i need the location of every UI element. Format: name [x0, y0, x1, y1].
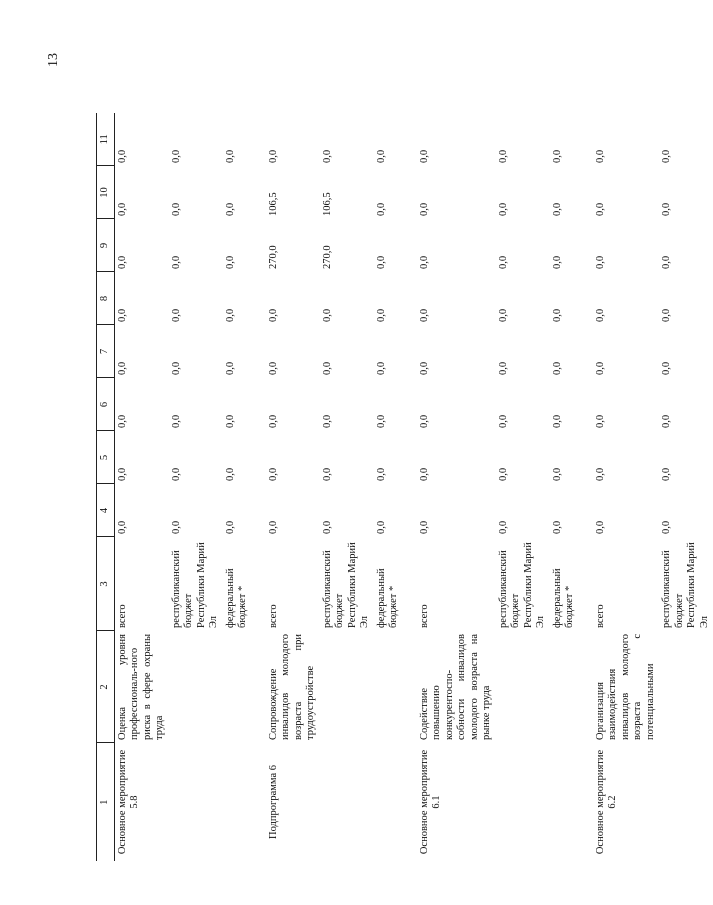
row-source-cell: всего: [594, 604, 606, 628]
table-row: [659, 113, 713, 861]
table-row: [550, 113, 579, 861]
table-row: [496, 113, 550, 861]
row-title-cell: [659, 631, 713, 743]
table-row: [417, 113, 496, 861]
row-source-cell: всего: [267, 604, 279, 628]
group-spacer: [252, 113, 266, 861]
row-title-cell: Оценка уровня профессиональ-ного риска в сфере охраны труда: [116, 634, 165, 740]
value-cell: 0,0: [594, 520, 606, 534]
row-program-cell: [496, 743, 550, 861]
value-cell: 0,0: [321, 520, 333, 534]
value-cell: 0,0: [661, 149, 672, 163]
value-cell: 0,0: [661, 361, 672, 375]
value-cell: 0,0: [551, 149, 563, 163]
value-cell: 0,0: [116, 149, 128, 163]
value-cell: 0,0: [170, 202, 182, 216]
value-cell: 0,0: [321, 414, 333, 428]
value-cell: 0,0: [594, 255, 606, 269]
value-cell: 0,0: [321, 308, 333, 322]
value-cell: 0,0: [551, 361, 563, 375]
value-cell: 0,0: [418, 361, 430, 375]
table-row: [223, 113, 252, 861]
row-source-cell: республиканский бюджет Республики Марий Эл: [170, 542, 219, 628]
value-cell: 0,0: [661, 255, 672, 269]
value-cell: 0,0: [224, 202, 236, 216]
row-program-cell: [374, 743, 403, 861]
value-cell: 0,0: [170, 361, 182, 375]
row-source-cell: всего: [418, 604, 430, 628]
value-cell: 0,0: [375, 149, 387, 163]
column-header: 5: [97, 431, 115, 484]
value-cell: 0,0: [224, 467, 236, 481]
value-cell: 0,0: [375, 414, 387, 428]
value-cell: 0,0: [497, 520, 509, 534]
table-row: [114, 113, 169, 861]
value-cell: 0,0: [267, 520, 279, 534]
row-program-cell: [659, 743, 713, 861]
row-title-cell: [496, 631, 550, 743]
budget-table: [96, 113, 713, 861]
value-cell: 0,0: [375, 308, 387, 322]
spacer-cell: [403, 113, 417, 861]
value-cell: 0,0: [224, 308, 236, 322]
value-cell: 0,0: [267, 414, 279, 428]
column-header: 8: [97, 272, 115, 325]
row-title-cell: [550, 631, 579, 743]
value-cell: 0,0: [116, 467, 128, 481]
value-cell: 0,0: [224, 255, 236, 269]
value-cell: 0,0: [375, 520, 387, 534]
value-cell: 0,0: [661, 520, 672, 534]
row-program-cell: Основное мероприятие 6.1: [418, 749, 442, 855]
row-title-cell: Содействие повышению конкурентоспо-собности инвалидов молодого возраста на рынке труда: [418, 634, 492, 740]
value-cell: 0,0: [497, 361, 509, 375]
column-header: 10: [97, 166, 115, 219]
value-cell: 0,0: [497, 467, 509, 481]
value-cell: 0,0: [321, 361, 333, 375]
value-cell: 0,0: [267, 467, 279, 481]
value-cell: 0,0: [551, 255, 563, 269]
value-cell: 0,0: [594, 308, 606, 322]
table-row: [593, 113, 660, 861]
row-source-cell: федеральный бюджет *: [375, 568, 399, 628]
value-cell: 0,0: [594, 361, 606, 375]
row-program-cell: [223, 743, 252, 861]
value-cell: 0,0: [321, 467, 333, 481]
value-cell: 0,0: [116, 414, 128, 428]
value-cell: 0,0: [418, 414, 430, 428]
spacer-cell: [252, 113, 266, 861]
table-row: [320, 113, 374, 861]
row-title-cell: [320, 631, 374, 743]
value-cell: 0,0: [418, 255, 430, 269]
value-cell: 0,0: [224, 520, 236, 534]
value-cell: 0,0: [594, 202, 606, 216]
value-cell: 0,0: [375, 255, 387, 269]
column-header: 4: [97, 484, 115, 537]
row-title-cell: Сопровождение инвалидов молодого возраста при трудоустройстве: [267, 634, 316, 740]
column-header: 7: [97, 325, 115, 378]
row-program-cell: [550, 743, 579, 861]
value-cell: 0,0: [661, 202, 672, 216]
value-cell: 0,0: [551, 414, 563, 428]
value-cell: 0,0: [116, 202, 128, 216]
value-cell: 0,0: [551, 202, 563, 216]
table-row: [374, 113, 403, 861]
page-number: 13: [46, 53, 61, 67]
value-cell: 0,0: [661, 467, 672, 481]
value-cell: 270,0: [267, 245, 279, 269]
value-cell: 0,0: [497, 149, 509, 163]
value-cell: 0,0: [224, 361, 236, 375]
table-row: [266, 113, 320, 861]
value-cell: 0,0: [418, 467, 430, 481]
value-cell: 0,0: [170, 520, 182, 534]
value-cell: 0,0: [375, 361, 387, 375]
spacer-cell: [579, 113, 593, 861]
value-cell: 0,0: [116, 361, 128, 375]
table-row: [169, 113, 223, 861]
column-header: 1: [97, 743, 115, 861]
group-spacer: [403, 113, 417, 861]
table-body: [114, 113, 713, 861]
row-source-cell: республиканский бюджет Республики Марий Эл: [661, 542, 710, 628]
value-cell: 0,0: [375, 202, 387, 216]
value-cell: 0,0: [267, 308, 279, 322]
row-source-cell: федеральный бюджет *: [551, 568, 575, 628]
value-cell: 0,0: [116, 520, 128, 534]
row-program-cell: [169, 743, 223, 861]
value-cell: 106,5: [321, 192, 333, 216]
row-title-cell: [223, 631, 252, 743]
value-cell: 0,0: [170, 467, 182, 481]
value-cell: 0,0: [497, 202, 509, 216]
group-spacer: [579, 113, 593, 861]
row-title-cell: [374, 631, 403, 743]
value-cell: 0,0: [375, 467, 387, 481]
value-cell: 0,0: [321, 149, 333, 163]
value-cell: 0,0: [661, 414, 672, 428]
value-cell: 0,0: [594, 414, 606, 428]
column-header: 11: [97, 113, 115, 166]
row-source-cell: всего: [116, 604, 128, 628]
column-number-row: [97, 113, 115, 861]
column-header: 6: [97, 378, 115, 431]
value-cell: 0,0: [267, 361, 279, 375]
row-program-cell: [320, 743, 374, 861]
value-cell: 0,0: [170, 308, 182, 322]
column-header: 9: [97, 219, 115, 272]
value-cell: 270,0: [321, 245, 333, 269]
value-cell: 0,0: [418, 202, 430, 216]
row-title-cell: Организация взаимодействия инвалидов молодого возраста с потенциальными: [594, 634, 656, 740]
column-header: 3: [97, 537, 115, 631]
value-cell: 0,0: [170, 255, 182, 269]
value-cell: 0,0: [116, 308, 128, 322]
value-cell: 0,0: [497, 255, 509, 269]
value-cell: 0,0: [551, 308, 563, 322]
value-cell: 106,5: [267, 192, 279, 216]
row-source-cell: республиканский бюджет Республики Марий Эл: [497, 542, 546, 628]
value-cell: 0,0: [418, 520, 430, 534]
value-cell: 0,0: [170, 149, 182, 163]
row-title-cell: [169, 631, 223, 743]
row-program-cell: Основное мероприятие 6.2: [594, 749, 618, 855]
value-cell: 0,0: [661, 308, 672, 322]
row-program-cell: Основное мероприятие 5.8: [116, 749, 140, 855]
value-cell: 0,0: [224, 414, 236, 428]
value-cell: 0,0: [594, 149, 606, 163]
value-cell: 0,0: [224, 149, 236, 163]
column-header: 2: [97, 631, 115, 743]
value-cell: 0,0: [418, 308, 430, 322]
value-cell: 0,0: [116, 255, 128, 269]
value-cell: 0,0: [267, 149, 279, 163]
row-source-cell: федеральный бюджет *: [224, 568, 248, 628]
row-program-cell: Подпрограмма 6: [267, 765, 279, 839]
value-cell: 0,0: [594, 467, 606, 481]
value-cell: 0,0: [497, 414, 509, 428]
row-source-cell: республиканский бюджет Республики Марий Эл: [321, 542, 370, 628]
value-cell: 0,0: [551, 467, 563, 481]
value-cell: 0,0: [497, 308, 509, 322]
value-cell: 0,0: [551, 520, 563, 534]
value-cell: 0,0: [418, 149, 430, 163]
value-cell: 0,0: [170, 414, 182, 428]
